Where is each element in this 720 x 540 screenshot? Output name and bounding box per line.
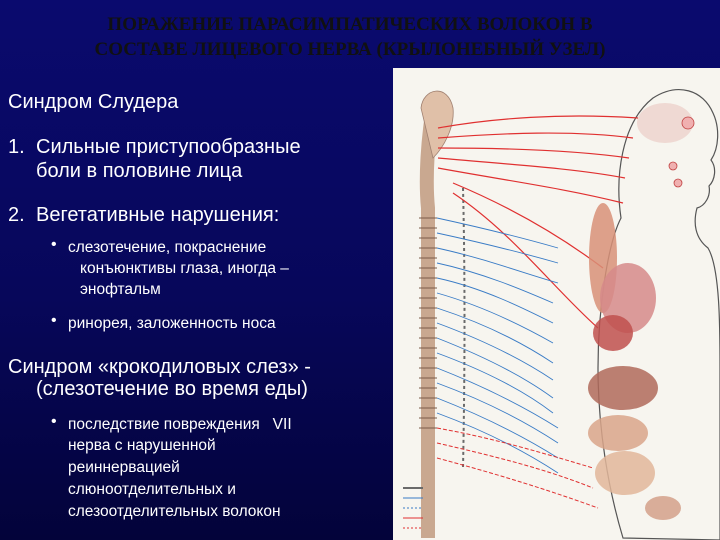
intestine-shape [595, 451, 655, 495]
subitem-2-line-1: ринорея, заложенность носа [68, 315, 276, 332]
bladder-shape [645, 496, 681, 520]
title-line-1: ПОРАЖЕНИЕ ПАРАСИМПАТИЧЕСКИХ ВОЛОКОН В [107, 14, 593, 35]
item-1-number: 1. [8, 136, 25, 158]
blue-fibres [437, 218, 558, 473]
syndrome1-heading: Синдром Слудера [8, 91, 179, 113]
title-line-2: СОСТАВЕ ЛИЦЕВОГО НЕРВА (КРЫЛОНЕБНЫЙ УЗЕЛ) [94, 39, 606, 60]
item-2-number: 2. [8, 204, 25, 226]
subitem-3-line-4: слюноотделительных и [68, 481, 236, 498]
slide-title [20, 12, 680, 62]
eye-shape [682, 117, 694, 129]
gland-shape [674, 179, 682, 187]
autonomic-nervous-system-diagram [393, 68, 720, 540]
subitem-1-line-3: энофтальм [80, 281, 161, 298]
diagram-svg [393, 68, 720, 540]
subitem-1-line-2: конъюнктивы глаза, иногда – [80, 260, 289, 277]
heart-shape [593, 315, 633, 351]
liver-shape [588, 366, 658, 410]
subitem-3-line-3: реиннервацией [68, 459, 180, 476]
bullet-icon: • [51, 312, 57, 329]
spinal-column [427, 108, 433, 538]
subitem-3-line-1: последствие повреждения VII [68, 416, 292, 433]
legend-marks [403, 488, 423, 528]
syndrome2-heading-line-2: (слезотечение во время еды) [36, 378, 308, 400]
item-1-line-2: боли в половине лица [36, 160, 243, 182]
sympathetic-trunk [463, 188, 465, 468]
item-2-line-1: Вегетативные нарушения: [36, 204, 280, 226]
syndrome2-heading-line-1: Синдром «крокодиловых слез» - [8, 356, 311, 378]
subitem-1-line-1: слезотечение, покраснение [68, 239, 267, 256]
subitem-3-line-2: нерва с нарушенной [68, 437, 216, 454]
lower-red-fibres [437, 428, 598, 508]
gland-shape [669, 162, 677, 170]
subitem-3-line-5: слезоотделительных волокон [68, 503, 281, 520]
stomach-shape [588, 415, 648, 451]
bullet-icon: • [51, 236, 57, 253]
item-1-line-1: Сильные приступообразные [36, 136, 301, 158]
bullet-icon: • [51, 413, 57, 430]
